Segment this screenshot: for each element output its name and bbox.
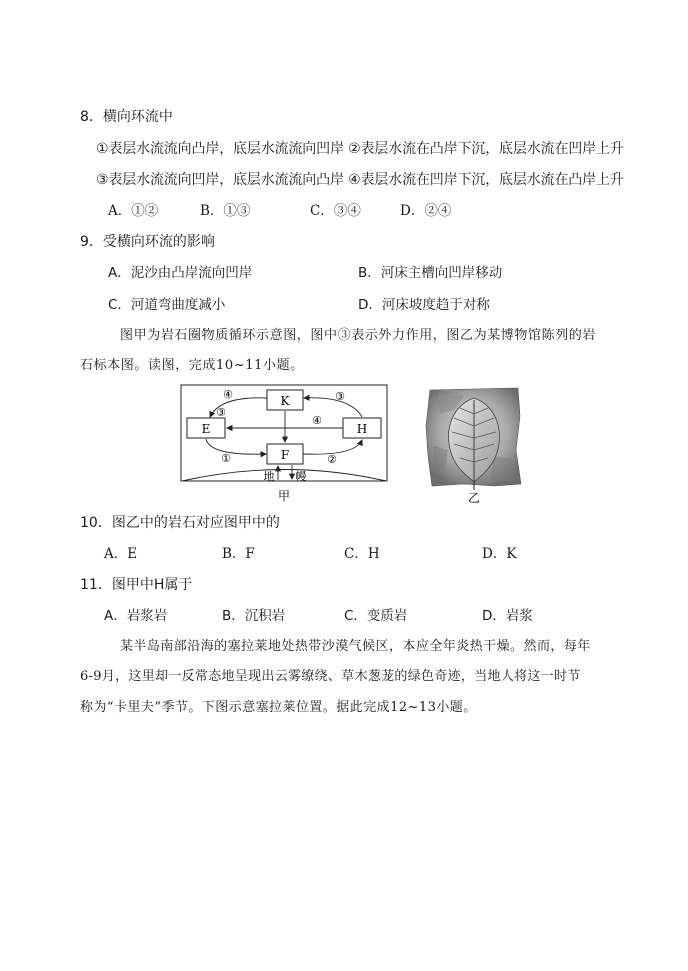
q9-stem: 9．受横向环流的影响: [80, 234, 215, 250]
q10-option-a[interactable]: A．E: [104, 546, 138, 562]
q9-option-c[interactable]: C．河道弯曲度减小: [108, 297, 226, 313]
label-top-right: ③: [335, 390, 345, 403]
passage2-line3: 称为“卡里夫”季节。下图示意塞拉莱位置。据此完成12~13小题。: [80, 700, 477, 715]
q11-stem: 11．图甲中H属于: [80, 577, 193, 593]
q9-option-b[interactable]: B．河床主槽向凹岸移动: [358, 265, 503, 281]
ground-left-label: 地: [263, 470, 275, 483]
passage2-line2: 6-9月，这里却一反常态地呈现出云雾缭绕、草木葱茏的绿色奇迹，当地人将这一时节: [80, 669, 581, 684]
q8-statement-2: ③表层水流流向凹岸，底层水流流向凸岸 ④表层水流在凹岸下沉，底层水流在凸岸上升: [96, 172, 624, 188]
box-h-label: H: [356, 422, 368, 436]
label-mid: ④: [312, 414, 322, 427]
box-k-label: K: [280, 394, 290, 408]
passage1-line1: 图甲为岩石圈物质循环示意图，图中③表示外力作用，图乙为某博物馆陈列的岩: [120, 328, 597, 343]
q8-option-a[interactable]: A．①②: [108, 203, 159, 219]
label-top-left: ④: [223, 388, 233, 401]
q10-stem: 10．图乙中的岩石对应图甲中的: [80, 515, 280, 531]
q8-option-c[interactable]: C．③④: [310, 203, 361, 219]
q10-option-c[interactable]: C．H: [344, 546, 380, 562]
ground-right-label: 幔: [295, 470, 307, 483]
q11-option-b[interactable]: B．沉积岩: [222, 608, 286, 624]
q8-option-b[interactable]: B．①③: [200, 203, 251, 219]
box-f-label: F: [280, 448, 290, 462]
q10-option-d[interactable]: D．K: [482, 546, 517, 562]
q9-option-d[interactable]: D．河床坡度趋于对称: [358, 297, 490, 313]
passage1-line2: 石标本图。读图，完成10~11小题。: [80, 358, 304, 373]
passage2-line1: 某半岛南部沿海的塞拉莱地处热带沙漠气候区，本应全年炎热干燥。然而，每年: [120, 639, 591, 654]
q8-option-d[interactable]: D．②④: [400, 203, 452, 219]
q11-option-a[interactable]: A．岩浆岩: [104, 608, 168, 624]
figure-jia-caption: 甲: [277, 489, 291, 503]
label-bottom-right: ②: [327, 453, 337, 466]
q8-statement-1: ①表层水流流向凸岸，底层水流流向凹岸 ②表层水流在凸岸下沉，底层水流在凹岸上升: [96, 141, 624, 157]
rock-specimen-photo: [424, 386, 524, 506]
label-right-mid: ③: [216, 406, 226, 419]
figure-yi-caption: 乙: [467, 491, 481, 505]
q10-option-b[interactable]: B．F: [222, 546, 255, 562]
box-e-label: E: [201, 422, 211, 436]
q9-option-a[interactable]: A．泥沙由凸岸流向凹岸: [108, 265, 253, 281]
rock-cycle-diagram: [180, 384, 388, 506]
q11-option-c[interactable]: C．变质岩: [344, 608, 408, 624]
q11-option-d[interactable]: D．岩浆: [482, 608, 533, 624]
q8-stem: 8．横向环流中: [80, 109, 173, 125]
label-bottom-left: ①: [221, 452, 231, 465]
